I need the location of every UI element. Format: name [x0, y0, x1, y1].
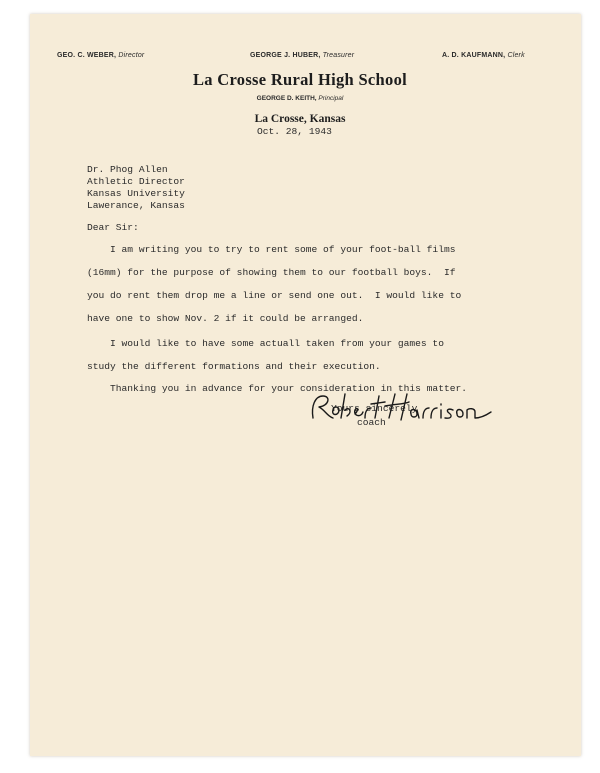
- body-line: study the different formations and their execution.: [87, 361, 381, 372]
- letterhead-location: La Crosse, Kansas: [254, 113, 346, 125]
- recipient-line: Lawerance, Kansas: [87, 200, 185, 211]
- officer-name: GEO. C. WEBER,: [57, 52, 117, 59]
- letter-date: Oct. 28, 1943: [257, 126, 332, 137]
- handwritten-signature: [305, 388, 495, 428]
- signer-title: coach: [357, 417, 386, 428]
- body-line: Thanking you in advance for your consideration in this matter.: [87, 383, 467, 394]
- body-line: I am writing you to try to rent some of your foot-ball films: [87, 244, 456, 255]
- officer-role: Clerk: [507, 52, 525, 59]
- recipient-line: Kansas University: [87, 188, 185, 199]
- school-name: La Crosse Rural High School: [192, 70, 408, 89]
- officer-clerk: [442, 52, 525, 59]
- principal-line: [0, 95, 600, 102]
- recipient-line: Dr. Phog Allen: [87, 164, 168, 175]
- recipient-line: Athletic Director: [87, 176, 185, 187]
- principal-name: GEORGE D. KEITH,: [256, 95, 317, 102]
- officer-director: [57, 52, 144, 59]
- officer-name: A. D. KAUFMANN,: [442, 52, 506, 59]
- body-line: (16mm) for the purpose of showing them to our football boys. If: [87, 267, 456, 278]
- officer-treasurer: [250, 52, 354, 59]
- closing: Yours sincerely: [331, 403, 418, 414]
- body-line: have one to show Nov. 2 if it could be arranged.: [87, 313, 364, 324]
- principal-role: Principal: [318, 95, 344, 102]
- officer-name: GEORGE J. HUBER,: [250, 52, 321, 59]
- body-line: I would like to have some actuall taken from your games to: [87, 338, 444, 349]
- officer-role: Director: [118, 52, 145, 59]
- officer-role: Treasurer: [322, 52, 355, 59]
- body-line: you do rent them drop me a line or send one out. I would like to: [87, 290, 462, 301]
- salutation: Dear Sir:: [87, 222, 139, 233]
